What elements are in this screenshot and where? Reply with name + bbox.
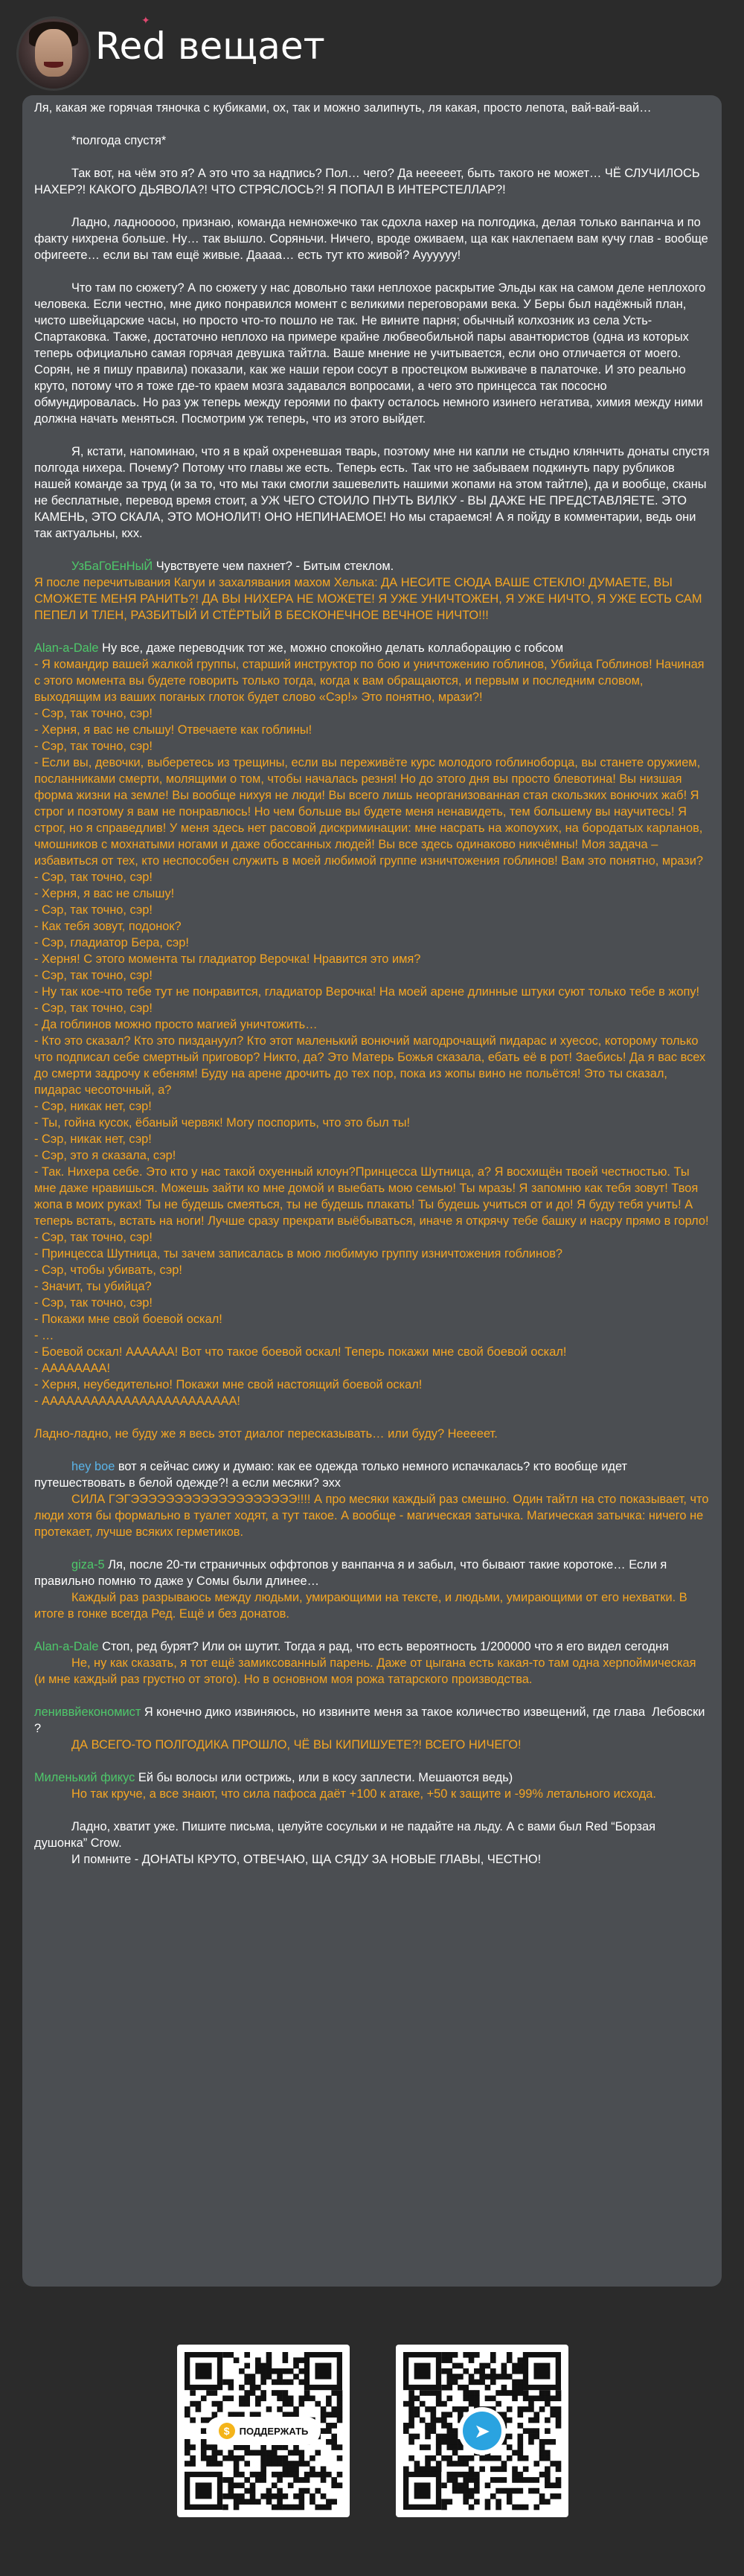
reply-line: - Херня, я вас не слышу! Отвечаете как гоблины! bbox=[34, 723, 312, 737]
reply-line: - Сэр, так точно, сэр! bbox=[34, 1231, 153, 1244]
post-paragraph: *полгода спустя* bbox=[71, 134, 167, 147]
paragraph-gap bbox=[34, 116, 710, 132]
comment-text: Я конечно дико извиняюсь, но извините меня за такое количество извещений, где глава Лебовски ? bbox=[34, 1705, 708, 1735]
avatar-mouth bbox=[44, 62, 63, 68]
reply-line: - Покажи мне свой боевой оскал! bbox=[34, 1313, 222, 1326]
post-paragraph: Что там по сюжету? А по сюжету у нас довольно таки неплохое раскрытие Эльды как на самом деле неплохого человека. Если честно, мне дико понравился момент с великими переговорами века. У Беры был надёжный план, чисто швейцарские часы, но просто что-то пошло не так. Не вините парня; обычный колхозник из села Усть-Спартаковка. Также, достаточно неплохо на примере крайне любвеобильной пары авантюристов (одна из которых теперь официально самая горячая девушка тайтла. Ваше мнение не учитывается, если оно отличается от моего. Сорян, не я пишу правила) показали, как же наши герои сосут в простецком выживаче в палаточке. И это реально круто, потому что я тоже где-то краем мозга задавался вопросами, а чего это принцесса так пососно обмундировалась. Но раз уж теперь между героями по факту осталось немного изинего негатива, химия между ними должна начать меняться. Посмотрим уж теперь, что из этого выйдет. bbox=[34, 281, 709, 426]
reply-line: - Принцесса Шутница, ты зачем записалась в мою любимую группу изничтожения гоблинов? bbox=[34, 1247, 563, 1260]
donate-badge[interactable] bbox=[208, 2419, 318, 2443]
comment-username[interactable]: giza-5 bbox=[71, 1558, 105, 1571]
post-paragraph: Ладно, ладнооооо, признаю, команда немножечко так сдохла нахер на полгодика, делая только ванпанча и по факту нихрена больше. Ну… так вышло. Соряньчи. Ничего, вроде оживаем, ща как наклепаем вам кучу глав - вообще офигеете… если вы там ещё живые. Даааа… есть тут кто живой? Ауууууу! bbox=[34, 216, 712, 262]
comment-username[interactable]: Миленький фикус bbox=[34, 1771, 135, 1784]
telegram-icon: ➤ bbox=[463, 2412, 501, 2450]
paragraph-gap bbox=[34, 198, 710, 214]
qr-row bbox=[0, 2318, 744, 2548]
comment-text: Ей бы волосы или острижь, или в косу заплести. Мешаются ведь) bbox=[135, 1771, 513, 1784]
page-title: Red вещает bbox=[95, 25, 325, 68]
telegram-qr-code[interactable] bbox=[396, 2345, 568, 2517]
paragraph-gap bbox=[34, 1688, 710, 1704]
reply-line: - Кто это сказал? Кто это пиздануул? Кто этот маленький вонючий магодрочащий пидарас и хуесос, которому только что подписал себе смертный приговор? Никто, да? Это Матерь Божья сказала, ебать её в рот! Заебись! Да я вас всех до смерти задрочу к ебеням! Буду на арене дрочить до тех пор, пока из жопы вино не польётся! Это ты сказал, пидарас чесоточный, а? bbox=[34, 1034, 709, 1097]
reply-line: - Сэр, гладиатор Бера, сэр! bbox=[34, 936, 189, 949]
comment-line bbox=[34, 1458, 710, 1491]
reply-line: ДА ВСЕГО-ТО ПОЛГОДИКА ПРОШЛО, ЧЁ ВЫ КИПИШУЕТЕ?! ВСЕГО НИЧЕГО! bbox=[71, 1738, 522, 1752]
title-accent-icon: ✦ bbox=[141, 14, 150, 26]
reply-line: - Сэр, так точно, сэр! bbox=[34, 969, 153, 982]
comment-line bbox=[34, 558, 710, 574]
post-paragraph: Ладно, хватит уже. Пишите письма, целуйте сосульки и не падайте на льду. А с вами был Red “Борзая душонка” Crow. bbox=[34, 1820, 659, 1850]
paragraph-gap bbox=[34, 1753, 710, 1769]
post-paragraph: Так вот, на чём это я? А это что за надпись? Пол… чего? Да нееееет, быть такого не может… ЧЁ СЛУЧИЛОСЬ НАХЕР?! КАКОГО ДЬЯВОЛА?! ЧТО СТРЯСЛОСЬ?! Я ПОПАЛ В ИНТЕРСТЕЛЛАР?! bbox=[34, 167, 704, 196]
comment-text: Стоп, ред бурят? Или он шутит. Тогда я рад, что есть вероятность 1/200000 что я его видел сегодня bbox=[98, 1640, 669, 1653]
page-header bbox=[0, 0, 744, 93]
comment-text: Чувствуете чем пахнет? - Битым стеклом. bbox=[153, 560, 394, 573]
reply-line: - Херня, я вас не слышу! bbox=[34, 887, 175, 900]
reply-line: - Херня, неубедительно! Покажи мне свой настоящий боевой оскал! bbox=[34, 1378, 423, 1391]
avatar-face bbox=[35, 29, 72, 77]
paragraph-gap bbox=[34, 427, 710, 443]
reply-line: СИЛА ГЭГЭЭЭЭЭЭЭЭЭЭЭЭЭЭЭЭЭЭЭ!!!! А про месяки каждый раз смешно. Один тайтл на сто показывает, что люди хотя бы формально в туалет ходят, а тут такое. А вообще - магическая затычка. Магическая затычка: ничего не протекает, лучше всяких герметиков. bbox=[34, 1493, 713, 1539]
reply-line: Не, ну как сказать, я тот ещё замиксованный парень. Даже от цыгана есть какая-то там одна херпоймическая (и мне каждый раз грустно от этого). Но в основном моя рожа татарского производства. bbox=[34, 1656, 700, 1686]
reply-line: - Да гоблинов можно просто магией уничтожить… bbox=[34, 1018, 318, 1031]
reply-line: - Сэр, это я сказала, сэр! bbox=[34, 1149, 176, 1162]
reply-line: - Боевой оскал! АААААА! Вот что такое боевой оскал! Теперь покажи мне свой боевой оскал! bbox=[34, 1345, 567, 1359]
reply-line: - Сэр, так точно, сэр! bbox=[34, 1296, 153, 1310]
reply-line: Я после перечитывания Кагуи и захалявания махом Хелька: ДА НЕСИТЕ СЮДА ВАШЕ СТЕКЛО! ДУМАЕТЕ, ВЫ СМОЖЕТЕ МЕНЯ РАНИТЬ?! ДА ВЫ НИХЕРА НЕ МОЖЕТЕ! Я УЖЕ УНИЧТОЖЕН, Я УЖЕ НИЧТО, Я УЖЕ ЕСТЬ САМ ПЕПЕЛ И ТЛЕН, РАЗБИТЫЙ И СТЁРТЫЙ В БЕСКОНЕЧНОЕ ВЕЧНОЕ НИЧТО!!! bbox=[34, 576, 706, 622]
post-card bbox=[22, 95, 722, 2287]
reply-line: - Сэр, никак нет, сэр! bbox=[34, 1100, 152, 1113]
reply-line: - Сэр, так точно, сэр! bbox=[34, 903, 153, 917]
paragraph-gap bbox=[34, 149, 710, 165]
reply-line: Каждый раз разрываюсь между людьми, умирающими на тексте, и людьми, умирающими от его нехватки. В итоге в гонке всегда Ред. Ещё и без донатов. bbox=[34, 1591, 691, 1621]
reply-line: - Так. Нихера себе. Это кто у нас такой охуенный клоун?Принцесса Шутница, а? Я восхищён твоей честностью. Ты мне даже нравишься. Можешь зайти ко мне домой и выебать мою семью! Ты мразь! Я запомню как тебя зовут! Твоя жопа в моих руках! Ты не будешь смеяться, ты не будешь плакать! Ты будешь учиться от и до! Я буду тебя учить! А теперь встать, встать на ноги! Лучше сразу прекрати выёбываться, иначе я открячу тебе башку и насру прямо в горло! bbox=[34, 1165, 709, 1228]
reply-line: - Если вы, девочки, выберетесь из трещины, если вы переживёте курс молодого гоблиноборца, вы станете оружием, посланниками смерти, молящими о том, чтобы началась резня! Но до этого дня вы просто блевотина! Вы низшая форма жизни на земле! Вы вообще нихуя не люди! Вы всего лишь неорганизованная стая скользких вонючих жаб! Я строг и поэтому я вам не понравлюсь! Но чем больше вы будете меня ненавидеть, тем большему вы научитесь! Я строг, но я справедлив! У меня здесь нет расовой дискриминации: мне насрать на жопоухих, на бородатых карланов, чмошников с мохнатыми ногами и даже обоссанных людей! Вы все здесь одинаково никчёмны! Моя задача – избавиться от тех, кто неспособен служить в моей любимой группе изничтожения гоблинов! Вам это понятно, мрази? bbox=[34, 756, 706, 868]
reply-line: - АААААААААААААААААААААААА! bbox=[34, 1394, 240, 1408]
post-paragraph: Я, кстати, напоминаю, что я в край охреневшая тварь, поэтому мне ни капли не стыдно клянчить донаты спустя полгода нихера. Почему? Потому что главы же есть. Теперь есть. Так что не забываем подкинуть пару рубликов нашей команде за труд (и за то, что мы таки смогли зашевелить нашими жопами на этом тайтле), да и вообще, сканы не бесплатные, перевод время стоит, а УЖ ЧЕГО СТОИЛО ПНУТЬ ВИЛКУ - ВЫ ДАЖЕ НЕ ПРЕДСТАВЛЯЕТЕ. ЭТО КАМЕНЬ, ЭТО СКАЛА, ЭТО МОНОЛИТ! ОНО НЕПИНАЕМОЕ! Но мы стараемся! А я пойду в комментарии, ведь они так актуальны, кхх. bbox=[34, 445, 713, 540]
reply-line: - Сэр, так точно, сэр! bbox=[34, 740, 153, 753]
reply-line: Но так круче, а все знают, что сила пафоса даёт +100 к атаке, +50 к защите и -99% летального исхода. bbox=[71, 1787, 656, 1801]
paragraph-gap bbox=[34, 1540, 710, 1557]
reply-line: - Сэр, так точно, сэр! bbox=[34, 707, 153, 720]
reply-line: - Сэр, чтобы убивать, сэр! bbox=[34, 1263, 182, 1277]
comment-text: вот я сейчас сижу и думаю: как ее одежда только немного испачкалась? кто вообще идет путешествовать в белой одежде?! а если месяки? эхх bbox=[34, 1460, 631, 1490]
paragraph-gap bbox=[34, 1622, 710, 1638]
avatar[interactable] bbox=[16, 16, 91, 91]
comment-username[interactable]: Alan-a-Dale bbox=[34, 641, 99, 655]
reply-line: - Я командир вашей жалкой группы, старший инструктор по бою и уничтожению гоблинов, Убийца Гоблинов! Начиная с этого момента вы будете говорить только тогда, когда к вам обращаются, и первым и последним словом, выходящим из ваших поганых глоток будет слово «Сэр!» Это понятно, мрази?! bbox=[34, 658, 708, 704]
reply-line: - Ты, гойна кусок, ёбаный червяк! Могу поспорить, что это был ты! bbox=[34, 1116, 411, 1130]
comment-username[interactable]: Alan-a-Dale bbox=[34, 1640, 99, 1653]
paragraph-gap bbox=[34, 1442, 710, 1458]
comment-username[interactable]: hey boe bbox=[71, 1460, 115, 1473]
reply-line: - Сэр, так точно, сэр! bbox=[34, 1002, 153, 1015]
reply-line: - Сэр, так точно, сэр! bbox=[34, 871, 153, 884]
comment-line bbox=[34, 1769, 710, 1786]
comment-text: Ля, после 20-ти страничных оффтопов у ванпанча я и забыл, что бывают такие коротоке… Если я правильно помню то даже у Сомы были длинее… bbox=[34, 1558, 670, 1588]
post-paragraph: Ля, какая же горячая тяночка с кубиками, ох, так и можно залипнуть, ля какая, просто лепота, вай-вай-вай… bbox=[34, 101, 652, 115]
donate-label: ПОДДЕРЖАТЬ bbox=[239, 2425, 309, 2437]
reply-line: - Ну так кое-что тебе тут не понравится, гладиатор Верочка! На моей арене длинные штуки суют только тебе в жопу! bbox=[34, 985, 700, 999]
reply-line: - Значит, ты убийца? bbox=[34, 1280, 152, 1293]
coin-icon: $ bbox=[219, 2423, 235, 2439]
reply-line: - АААААААА! bbox=[34, 1362, 111, 1375]
donate-qr-code[interactable] bbox=[177, 2345, 350, 2517]
post-paragraph: И помните - ДОНАТЫ КРУТО, ОТВЕЧАЮ, ЩА СЯДУ ЗА НОВЫЕ ГЛАВЫ, ЧЕСТНО! bbox=[71, 1853, 542, 1866]
comment-line bbox=[34, 1704, 710, 1737]
comment-line bbox=[34, 1557, 710, 1589]
comment-username[interactable]: УзБаГоЕнНыЙ bbox=[71, 560, 153, 573]
comment-line bbox=[34, 640, 710, 656]
comment-line bbox=[34, 1638, 710, 1655]
reply-line: - Сэр, никак нет, сэр! bbox=[34, 1132, 152, 1146]
paragraph-gap bbox=[34, 1409, 710, 1426]
paragraph-gap bbox=[34, 624, 710, 640]
reply-line: - Херня! С этого момента ты гладиатор Верочка! Нравится это имя? bbox=[34, 952, 421, 966]
comment-username[interactable]: лениввйекономист bbox=[34, 1705, 141, 1719]
paragraph-gap bbox=[34, 263, 710, 280]
paragraph-gap bbox=[34, 542, 710, 558]
paragraph-gap bbox=[34, 1802, 710, 1819]
reply-line: - Как тебя зовут, подонок? bbox=[34, 920, 182, 933]
reply-line: Ладно-ладно, не буду же я весь этот диалог пересказывать… или буду? Нееееет. bbox=[34, 1427, 498, 1441]
reply-line: - … bbox=[34, 1329, 54, 1342]
comment-text: Ну все, даже переводчик тот же, можно спокойно делать коллаборацию с гобсом bbox=[98, 641, 564, 655]
